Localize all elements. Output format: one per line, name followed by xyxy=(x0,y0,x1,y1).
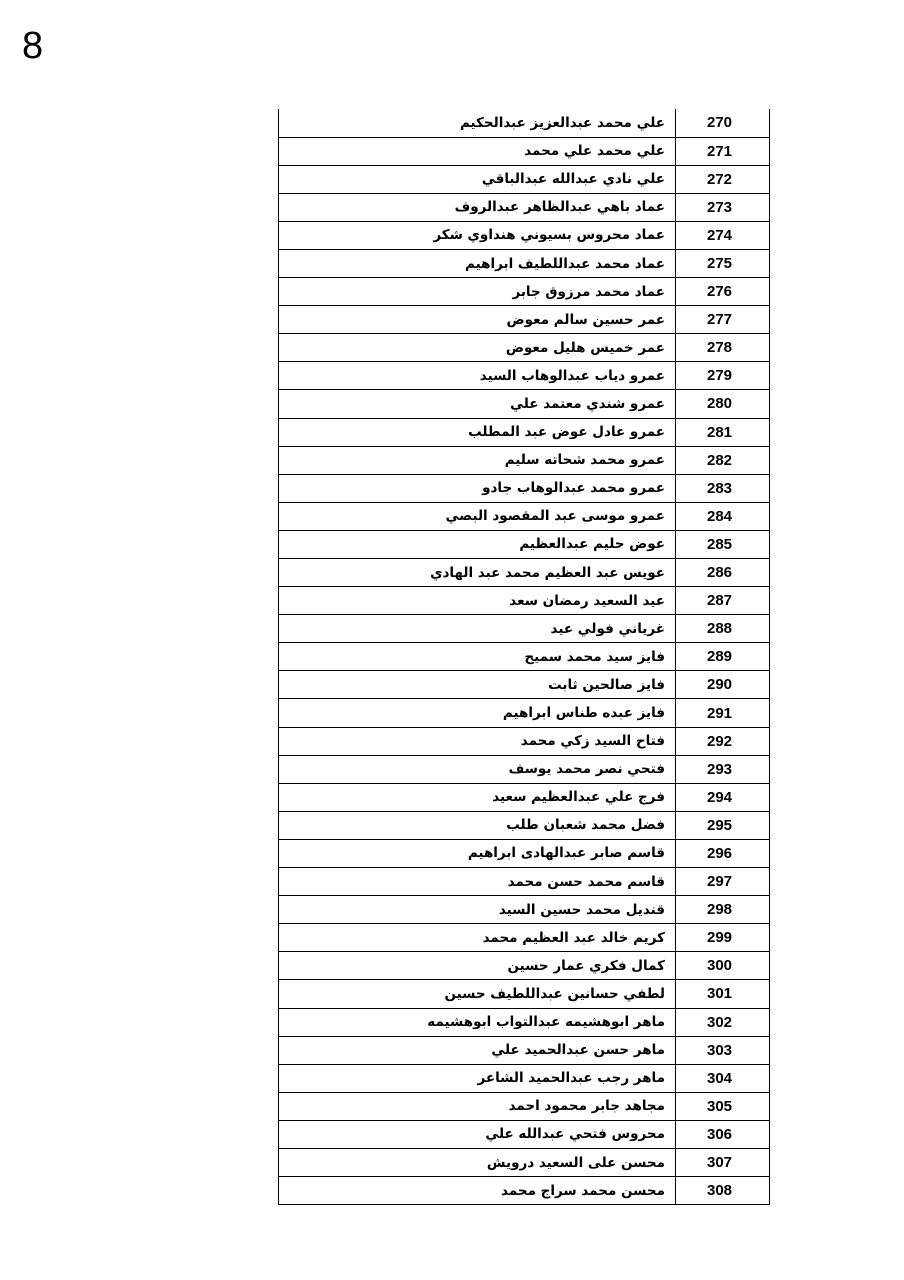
name-cell: كمال فكري عمار حسين xyxy=(279,952,676,980)
table-row xyxy=(279,474,770,502)
table-row xyxy=(279,615,770,643)
name-cell: علي محمد علي محمد xyxy=(279,137,676,165)
number-cell: 277 xyxy=(676,306,770,334)
name-cell: محسن محمد سراج محمد xyxy=(279,1177,676,1205)
number-cell: 284 xyxy=(676,502,770,530)
table-row xyxy=(279,811,770,839)
name-cell: عمرو محمد عبدالوهاب جادو xyxy=(279,474,676,502)
table-row xyxy=(279,278,770,306)
number-cell: 300 xyxy=(676,952,770,980)
number-cell: 285 xyxy=(676,530,770,558)
name-cell: علي محمد عبدالعزيز عبدالحكيم xyxy=(279,109,676,137)
number-cell: 288 xyxy=(676,615,770,643)
table-row xyxy=(279,727,770,755)
table-row xyxy=(279,1008,770,1036)
number-cell: 271 xyxy=(676,137,770,165)
name-cell: عماد محروس بسيوني هنداوي شكر xyxy=(279,221,676,249)
number-cell: 280 xyxy=(676,390,770,418)
table-row xyxy=(279,334,770,362)
number-cell: 282 xyxy=(676,446,770,474)
table-row xyxy=(279,249,770,277)
number-cell: 274 xyxy=(676,221,770,249)
table-row xyxy=(279,783,770,811)
name-cell: عماد محمد مرزوق جابر xyxy=(279,278,676,306)
name-cell: ماهر ابوهشيمه عبدالتواب ابوهشيمه xyxy=(279,1008,676,1036)
name-cell: فايز عبده طناس ابراهيم xyxy=(279,699,676,727)
name-cell: محسن على السعيد درويش xyxy=(279,1148,676,1176)
number-cell: 301 xyxy=(676,980,770,1008)
name-cell: قاسم محمد حسن محمد xyxy=(279,868,676,896)
number-cell: 290 xyxy=(676,671,770,699)
table-row xyxy=(279,109,770,137)
table-row xyxy=(279,221,770,249)
table-row xyxy=(279,193,770,221)
name-cell: فضل محمد شعبان طلب xyxy=(279,811,676,839)
table-row xyxy=(279,165,770,193)
table-row xyxy=(279,1120,770,1148)
number-cell: 286 xyxy=(676,559,770,587)
name-cell: عمر خميس هليل معوض xyxy=(279,334,676,362)
table-row xyxy=(279,1064,770,1092)
number-cell: 299 xyxy=(676,924,770,952)
name-cell: مجاهد جابر محمود احمد xyxy=(279,1092,676,1120)
name-cell: قاسم صابر عبدالهادى ابراهيم xyxy=(279,839,676,867)
table-row xyxy=(279,1177,770,1205)
table-row xyxy=(279,1036,770,1064)
number-cell: 292 xyxy=(676,727,770,755)
table-row xyxy=(279,587,770,615)
name-cell: فرج علي عبدالعظيم سعيد xyxy=(279,783,676,811)
table-row xyxy=(279,137,770,165)
number-cell: 308 xyxy=(676,1177,770,1205)
name-cell: ماهر حسن عبدالحميد علي xyxy=(279,1036,676,1064)
name-cell: فتاح السيد زكي محمد xyxy=(279,727,676,755)
names-table-container xyxy=(278,109,769,1205)
table-row xyxy=(279,1092,770,1120)
number-cell: 287 xyxy=(676,587,770,615)
name-cell: عويس عبد العظيم محمد عبد الهادي xyxy=(279,559,676,587)
name-cell: فتحي نصر محمد يوسف xyxy=(279,755,676,783)
number-cell: 294 xyxy=(676,783,770,811)
name-cell: لطفي حسانين عبداللطيف حسين xyxy=(279,980,676,1008)
table-row xyxy=(279,418,770,446)
number-cell: 302 xyxy=(676,1008,770,1036)
table-row xyxy=(279,643,770,671)
table-row xyxy=(279,530,770,558)
table-row xyxy=(279,839,770,867)
number-cell: 276 xyxy=(676,278,770,306)
name-cell: عمرو دياب عبدالوهاب السيد xyxy=(279,362,676,390)
name-cell: قنديل محمد حسين السيد xyxy=(279,896,676,924)
table-row xyxy=(279,755,770,783)
number-cell: 296 xyxy=(676,839,770,867)
table-row xyxy=(279,390,770,418)
number-cell: 305 xyxy=(676,1092,770,1120)
number-cell: 272 xyxy=(676,165,770,193)
name-cell: غرياني فولي عيد xyxy=(279,615,676,643)
name-cell: عوض حليم عبدالعظيم xyxy=(279,530,676,558)
table-row xyxy=(279,868,770,896)
name-cell: محروس فتحي عبدالله علي xyxy=(279,1120,676,1148)
table-row xyxy=(279,671,770,699)
number-cell: 291 xyxy=(676,699,770,727)
number-cell: 304 xyxy=(676,1064,770,1092)
number-cell: 295 xyxy=(676,811,770,839)
table-row xyxy=(279,699,770,727)
table-row xyxy=(279,924,770,952)
name-cell: كريم خالد عبد العظيم محمد xyxy=(279,924,676,952)
name-cell: عمرو محمد شحاته سليم xyxy=(279,446,676,474)
name-cell: عيد السعيد رمضان سعد xyxy=(279,587,676,615)
number-cell: 297 xyxy=(676,868,770,896)
table-row xyxy=(279,502,770,530)
name-cell: عمرو موسى عبد المقصود البصي xyxy=(279,502,676,530)
number-cell: 283 xyxy=(676,474,770,502)
name-cell: عمرو عادل عوض عبد المطلب xyxy=(279,418,676,446)
table-row xyxy=(279,559,770,587)
number-cell: 275 xyxy=(676,249,770,277)
names-table-body xyxy=(279,109,770,1205)
number-cell: 279 xyxy=(676,362,770,390)
names-table xyxy=(278,109,770,1205)
table-row xyxy=(279,362,770,390)
name-cell: علي نادي عبدالله عبدالباقي xyxy=(279,165,676,193)
page-number: 8 xyxy=(22,25,44,67)
name-cell: ماهر رجب عبدالحميد الشاعر xyxy=(279,1064,676,1092)
table-row xyxy=(279,980,770,1008)
table-row xyxy=(279,896,770,924)
table-row xyxy=(279,306,770,334)
number-cell: 278 xyxy=(676,334,770,362)
name-cell: عمر حسين سالم معوض xyxy=(279,306,676,334)
number-cell: 270 xyxy=(676,109,770,137)
number-cell: 293 xyxy=(676,755,770,783)
name-cell: فايز صالحين ثابت xyxy=(279,671,676,699)
name-cell: عماد محمد عبداللطيف ابراهيم xyxy=(279,249,676,277)
number-cell: 306 xyxy=(676,1120,770,1148)
number-cell: 307 xyxy=(676,1148,770,1176)
number-cell: 303 xyxy=(676,1036,770,1064)
table-row xyxy=(279,952,770,980)
name-cell: عمرو شندي معتمد علي xyxy=(279,390,676,418)
number-cell: 281 xyxy=(676,418,770,446)
name-cell: عماد باهي عبدالظاهر عبدالروف xyxy=(279,193,676,221)
table-row xyxy=(279,1148,770,1176)
number-cell: 298 xyxy=(676,896,770,924)
number-cell: 289 xyxy=(676,643,770,671)
table-row xyxy=(279,446,770,474)
name-cell: فايز سيد محمد سميح xyxy=(279,643,676,671)
number-cell: 273 xyxy=(676,193,770,221)
